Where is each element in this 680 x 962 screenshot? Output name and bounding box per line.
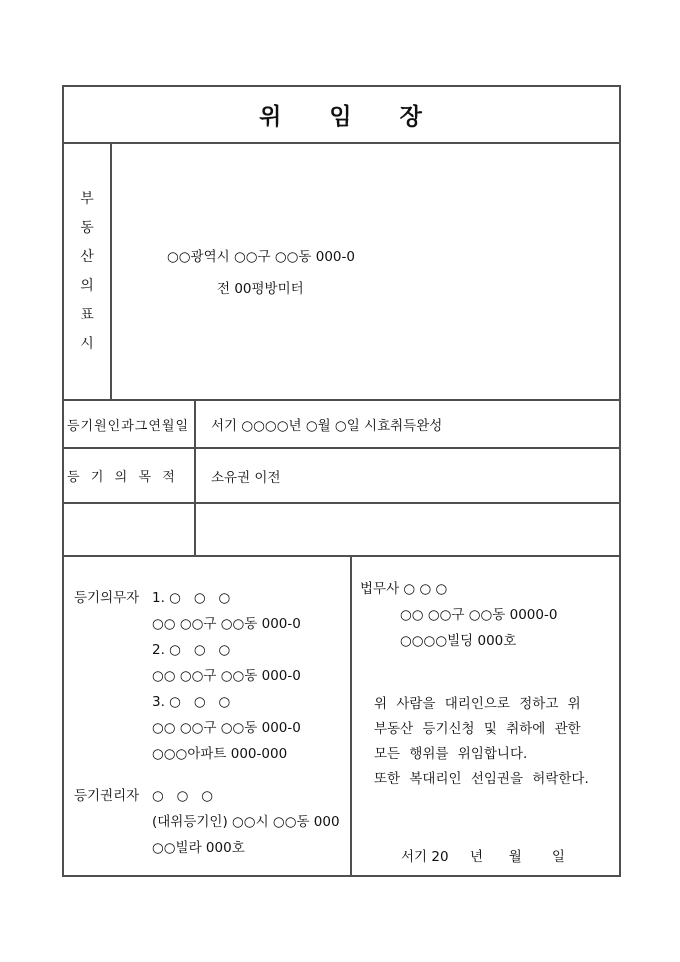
rightee-lines — [152, 783, 350, 861]
registration-purpose-row — [64, 447, 619, 502]
property-label-char: 표 — [80, 306, 94, 323]
obligor-label: 등기의무자 — [74, 590, 140, 606]
obligor-line: 1. ○ ○ ○ — [152, 590, 231, 606]
parties-cell — [64, 557, 352, 875]
registration-cause-label: 등기원인과그연월일 — [64, 401, 196, 447]
signature-date-line: 서기 20 년 월 일 — [401, 849, 565, 865]
rightee-line: ○ ○ ○ — [152, 788, 214, 804]
registration-purpose-label: 등 기 의 목 적 — [64, 449, 196, 502]
obligor-line: ○○ ○○구 ○○동 000-0 — [152, 720, 301, 736]
delegation-statement-line: 부동산 등기신청 및 취하에 관한 — [374, 721, 581, 737]
empty-row-label-cell — [64, 504, 196, 555]
obligor-line: ○○ ○○구 ○○동 000-0 — [152, 668, 301, 684]
delegation-statement-line: 위 사람을 대리인으로 정하고 위 — [374, 696, 581, 712]
registration-cause-value: 서기 ○○○○년 ○월 ○일 시효취득완성 — [211, 418, 443, 434]
registration-cause-row — [64, 399, 619, 447]
obligor-block — [74, 585, 350, 767]
title-row — [64, 87, 619, 142]
registration-purpose-value: 소유권 이전 — [211, 469, 281, 486]
property-label-char: 부 — [80, 190, 94, 207]
property-label-char: 시 — [80, 335, 94, 352]
delegation-form — [62, 85, 621, 877]
obligor-line: ○○ ○○구 ○○동 000-0 — [152, 616, 301, 632]
empty-row-value-cell — [196, 504, 619, 555]
property-description-row — [64, 142, 619, 399]
obligor-line: 3. ○ ○ ○ — [152, 694, 231, 710]
empty-row — [64, 502, 619, 555]
property-label-char: 동 — [80, 219, 94, 236]
attorney-address-line: ○○○○빌딩 000호 — [400, 633, 517, 649]
document-title: 위 임 장 — [259, 104, 424, 130]
attorney-name: 법무사 ○ ○ ○ — [360, 581, 448, 597]
property-description-value — [112, 144, 619, 399]
delegation-statement-line: 또한 복대리인 선임권을 허락한다. — [374, 771, 589, 787]
property-description-label — [64, 144, 112, 399]
property-label-char: 의 — [80, 277, 94, 294]
property-label-char: 산 — [80, 248, 94, 265]
property-area: 전 00평방미터 — [217, 281, 304, 297]
obligor-line: 2. ○ ○ ○ — [152, 642, 231, 658]
rightee-block — [74, 783, 350, 861]
delegation-statement — [360, 692, 611, 792]
property-address: ○○광역시 ○○구 ○○동 000-0 — [167, 249, 355, 265]
rightee-label: 등기권리자 — [74, 788, 140, 804]
obligor-line: ○○○아파트 000-000 — [152, 746, 288, 762]
parties-and-attorney-section — [64, 555, 619, 875]
delegation-statement-line: 모든 행위를 위임합니다. — [374, 746, 528, 762]
rightee-line: ○○빌라 000호 — [152, 840, 245, 856]
obligor-lines — [152, 585, 350, 767]
attorney-address-line: ○○ ○○구 ○○동 0000-0 — [400, 607, 558, 623]
rightee-line: (대위등기인) ○○시 ○○동 000 — [152, 814, 340, 830]
attorney-cell — [352, 557, 619, 875]
